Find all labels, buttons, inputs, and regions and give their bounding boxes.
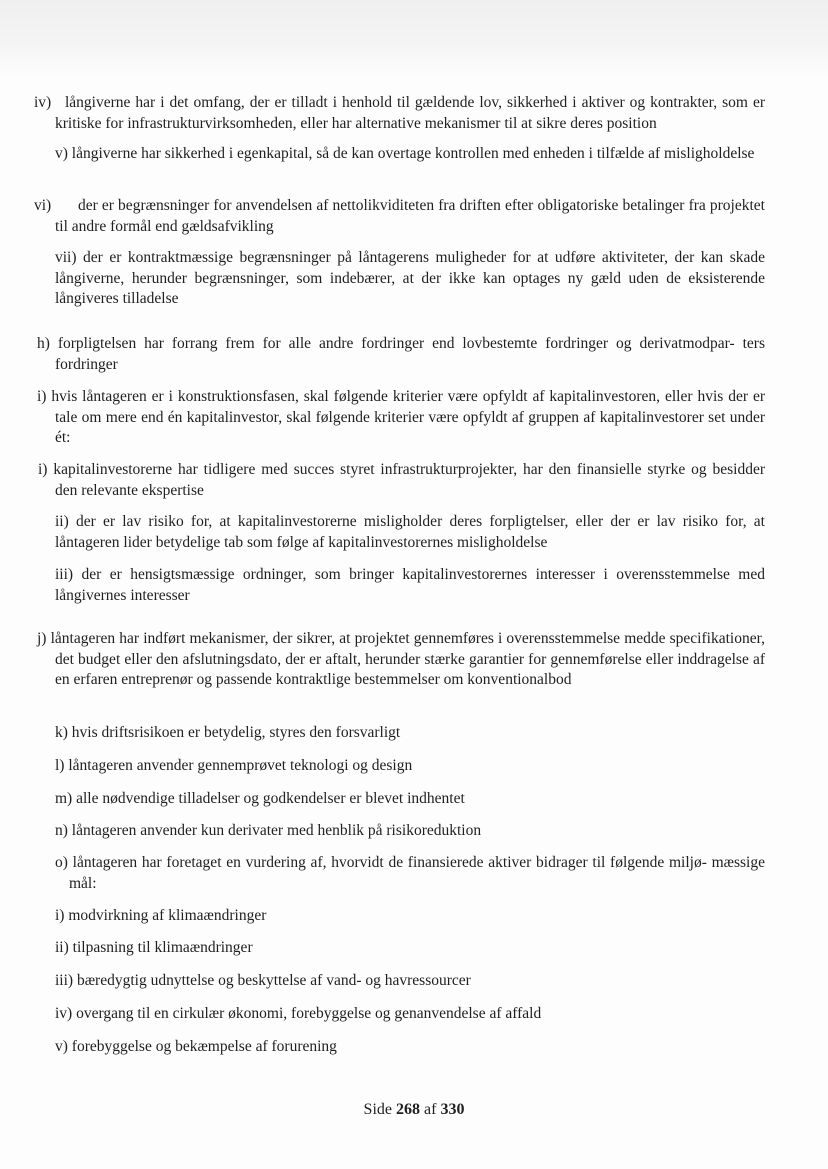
list-marker-vi: vi) xyxy=(34,197,52,214)
paragraph-m: m) alle nødvendige tilladelser og godkendelser er blevet indhentet xyxy=(55,790,465,807)
paragraph-h: h) forpligtelsen har forrang frem for alle andre fordringer end lovbestemte fordringer og derivatmodpar- ters fordringer xyxy=(37,335,765,373)
paragraph-o-ii: ii) tilpasning til klimaændringer xyxy=(55,939,253,956)
page-footer xyxy=(0,1101,828,1119)
paragraph-i-i: i) kapitalinvestorerne har tidligere med succes styret infrastrukturprojekter, har den finansielle styrke og besidder den relevante ekspertise xyxy=(38,461,765,499)
footer-middle: af xyxy=(424,1101,437,1118)
paragraph-k: k) hvis driftsrisikoen er betydelig, styres den forsvarligt xyxy=(55,724,401,741)
footer-page-total: 330 xyxy=(440,1101,465,1118)
paragraph-o-iii: iii) bæredygtig udnyttelse og beskyttelse af vand- og havressourcer xyxy=(55,972,471,989)
paragraph-v: v) långiverne har sikkerhed i egenkapital, så de kan overtage kontrollen med enheden i tilfælde af misligholdelse xyxy=(55,145,755,162)
paragraph-l: l) låntageren anvender gennemprøvet teknologi og design xyxy=(55,757,413,774)
paragraph-vi: der er begrænsninger for anvendelsen af nettolikviditeten fra driften efter obligatoriske betalinger fra projektet til andre formål end gældsafvikling xyxy=(55,197,765,235)
paragraph-i-iii: iii) der er hensigtsmæssige ordninger, som bringer kapitalinvestorernes interesser i overensstemmelse med långivernes interesser xyxy=(55,566,765,604)
list-marker-iv: iv) xyxy=(34,94,52,111)
paragraph-iv: långiverne har i det omfang, der er tilladt i henhold til gældende lov, sikkerhed i aktiver og kontrakter, som er kritiske for infrastrukturvirksomheden, eller har alternative mekanismer til at sikre deres position xyxy=(55,94,765,132)
paragraph-vii: vii) der er kontraktmæssige begrænsninger på låntagerens muligheder for at udføre aktiviteter, der kan skade långiverne, herunder begrænsninger, som indebærer, at der ikke kan optages ny gæld uden de eksisterende långiveres tilladelse xyxy=(55,249,765,307)
paragraph-o-v: v) forebyggelse og bekæmpelse af forurening xyxy=(55,1038,337,1055)
paragraph-i: i) hvis låntageren er i konstruktionsfasen, skal følgende kriterier være opfyldt af kapitalinvestoren, eller hvis der er tale om mere end én kapitalinvestor, skal følgende kriterier være opfyldt af gruppen af kapitalinvestorer set under ét: xyxy=(37,388,765,446)
paragraph-n: n) låntageren anvender kun derivater med henblik på risikoreduktion xyxy=(55,822,482,839)
paragraph-o: o) låntageren har foretaget en vurdering af, hvorvidt de finansierede aktiver bidrager til følgende miljø- mæssige mål: xyxy=(55,854,765,892)
footer-page-number: 268 xyxy=(396,1101,420,1118)
footer-prefix: Side xyxy=(363,1101,392,1118)
scan-shadow xyxy=(0,0,828,78)
paragraph-j: j) låntageren har indført mekanismer, der sikrer, at projektet gennemføres i overensstemmelse medde specifikationer, det budget eller den afslutningsdato, der er aftalt, herunder stærke garantier for gennemførelse eller inddragelse af en erfaren entreprenør og passende kontraktlige bestemmelser om konventionalbod xyxy=(37,630,765,688)
paragraph-i-ii: ii) der er lav risiko for, at kapitalinvestorerne misligholder deres forpligtelser, eller der er lav risiko for, at låntageren lider betydelige tab som følge af kapitalinvestorernes misligholdelse xyxy=(55,513,765,551)
paragraph-o-i: i) modvirkning af klimaændringer xyxy=(55,907,267,924)
paragraph-o-iv: iv) overgang til en cirkulær økonomi, forebyggelse og genanvendelse af affald xyxy=(55,1005,542,1022)
